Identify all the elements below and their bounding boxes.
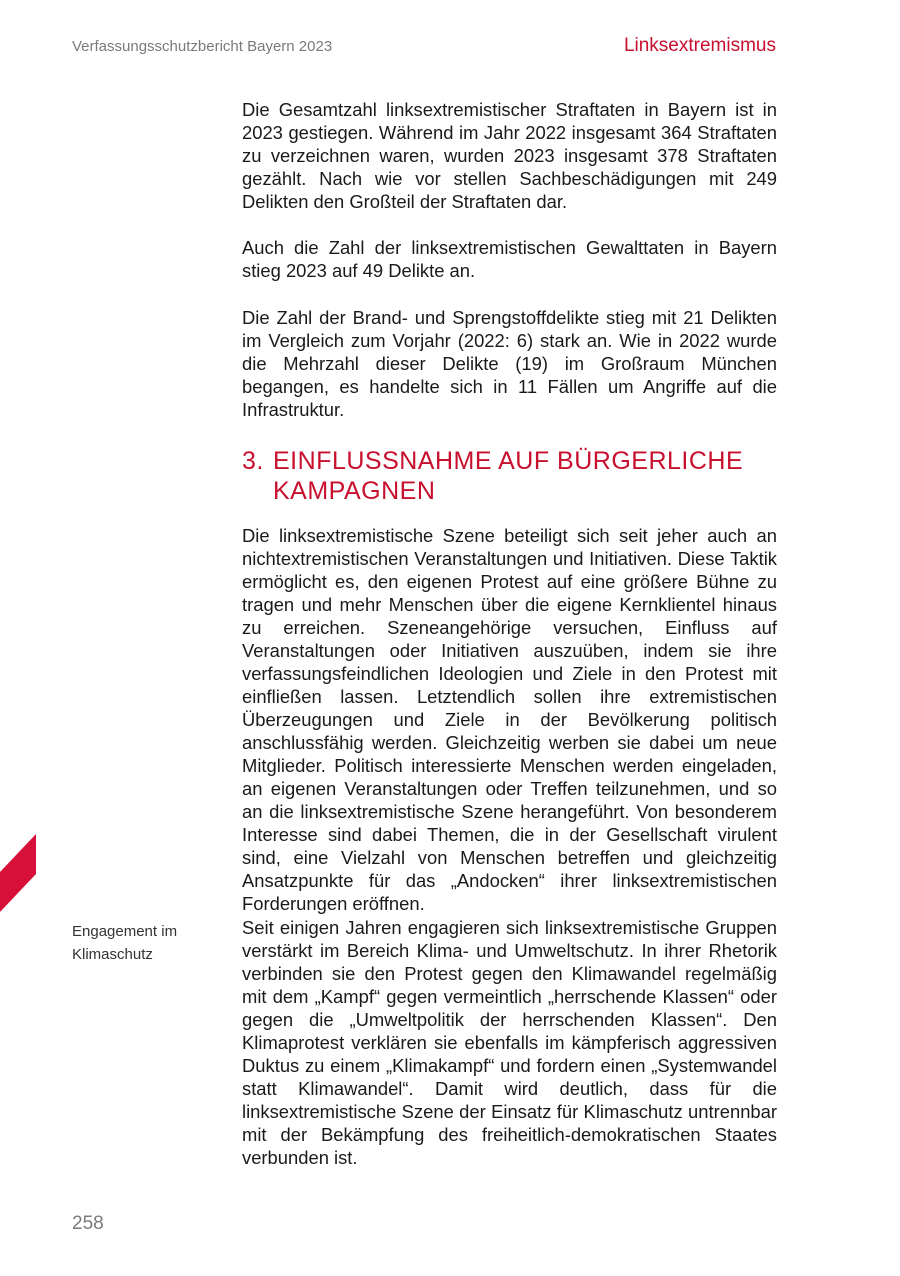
running-head-chapter: Linksextremismus	[623, 35, 776, 56]
margin-note-line1: Engagement im	[72, 923, 178, 940]
section-title-line2: KAMPAGNEN	[273, 477, 436, 505]
paragraph-text: Auch die Zahl der linksextremistischen Gewalttaten in Bayern stieg 2023 auf 49 Delikte an.	[242, 237, 777, 281]
running-head-publication: Verfassungsschutzbericht Bayern 2023	[72, 38, 333, 55]
body-paragraph-1	[242, 98, 777, 213]
section-paragraph	[242, 524, 777, 915]
paragraph-text: Die linksextremistische Szene beteiligt sich seit jeher auch an nichtextremistischen Veranstaltungen und Initiativen. Diese Taktik ermöglicht es, den eigenen Protest auf eine größere Bühne zu tragen und mehr Menschen über die eigene Kernklientel hinaus zu erreichen. Szeneangehörige versuchen, Einfluss auf Veranstaltungen oder Initiativen auszuüben, indem sie ihre verfassungsfeindlichen Ideologien und Ziele in den Protest mit einfließen lassen. Letztendlich sollen ihre extremistischen Überzeugungen und Ziele in der Bevölkerung politisch anschlussfähig werden. Gleichzeitig werben sie dabei um neue Mitglieder. Politisch interessierte Menschen werden eingeladen, an eigenen Veranstaltungen oder Treffen teilzunehmen, und so an die linksextremistische Szene herangeführt. Von besonderem Interesse sind dabei Themen, die in der Gesellschaft virulent sind, eine Vielzahl von Menschen betreffen und gleichzeitig Ansatzpunkte für das „Andocken“ ihrer linksextremistischen Forderungen eröffnen.	[242, 525, 777, 914]
margin-note-line2: Klimaschutz	[72, 946, 153, 963]
paragraph-text: Die Zahl der Brand- und Sprengstoffdelikte stieg mit 21 Delikten im Vergleich zum Vorjahr (2022: 6) stark an. Wie in 2022 wurde die Mehrzahl dieser Delikte (19) im Großraum München begangen, es handelte sich in 11 Fällen um Angriffe auf die Infrastruktur.	[242, 307, 777, 420]
section-number: 3.	[242, 447, 264, 475]
margin-note	[72, 920, 222, 966]
body-paragraph-2	[242, 236, 777, 282]
climate-paragraph	[242, 916, 777, 1169]
section-heading	[242, 446, 777, 506]
page-number: 258	[72, 1213, 104, 1234]
chapter-tab-marker	[0, 834, 36, 912]
paragraph-text: Die Gesamtzahl linksextremistischer Straftaten in Bayern ist in 2023 gestiegen. Während im Jahr 2022 insgesamt 364 Straftaten zu verzeichnen waren, wurden 2023 insgesamt 378 Straftaten gezählt. Nach wie vor stellen Sachbeschädigungen mit 249 Delikten den Großteil der Straftaten dar.	[242, 99, 777, 212]
body-paragraph-3	[242, 306, 777, 421]
paragraph-text: Seit einigen Jahren engagieren sich linksextremistische Gruppen verstärkt im Bereich Klima- und Umweltschutz. In ihrer Rhetorik verbinden sie den Protest gegen den Klimawandel regelmäßig mit dem „Kampf“ gegen vermeintlich „herrschende Klassen“ oder gegen die „Umweltpolitik der herrschenden Klassen“. Den Klimaprotest verklären sie ebenfalls im kämpferisch aggressiven Duktus zu einem „Klimakampf“ und fordern einen „Systemwandel statt Klimawandel“. Damit wird deutlich, dass für die linksextremistische Szene der Einsatz für Klimaschutz untrennbar mit der Bekämpfung des freiheitlich-demokratischen Staates verbunden ist.	[242, 917, 777, 1168]
chapter-tab-shape	[0, 834, 36, 912]
section-title-line1: EINFLUSSNAHME AUF BÜRGERLICHE	[273, 447, 744, 475]
